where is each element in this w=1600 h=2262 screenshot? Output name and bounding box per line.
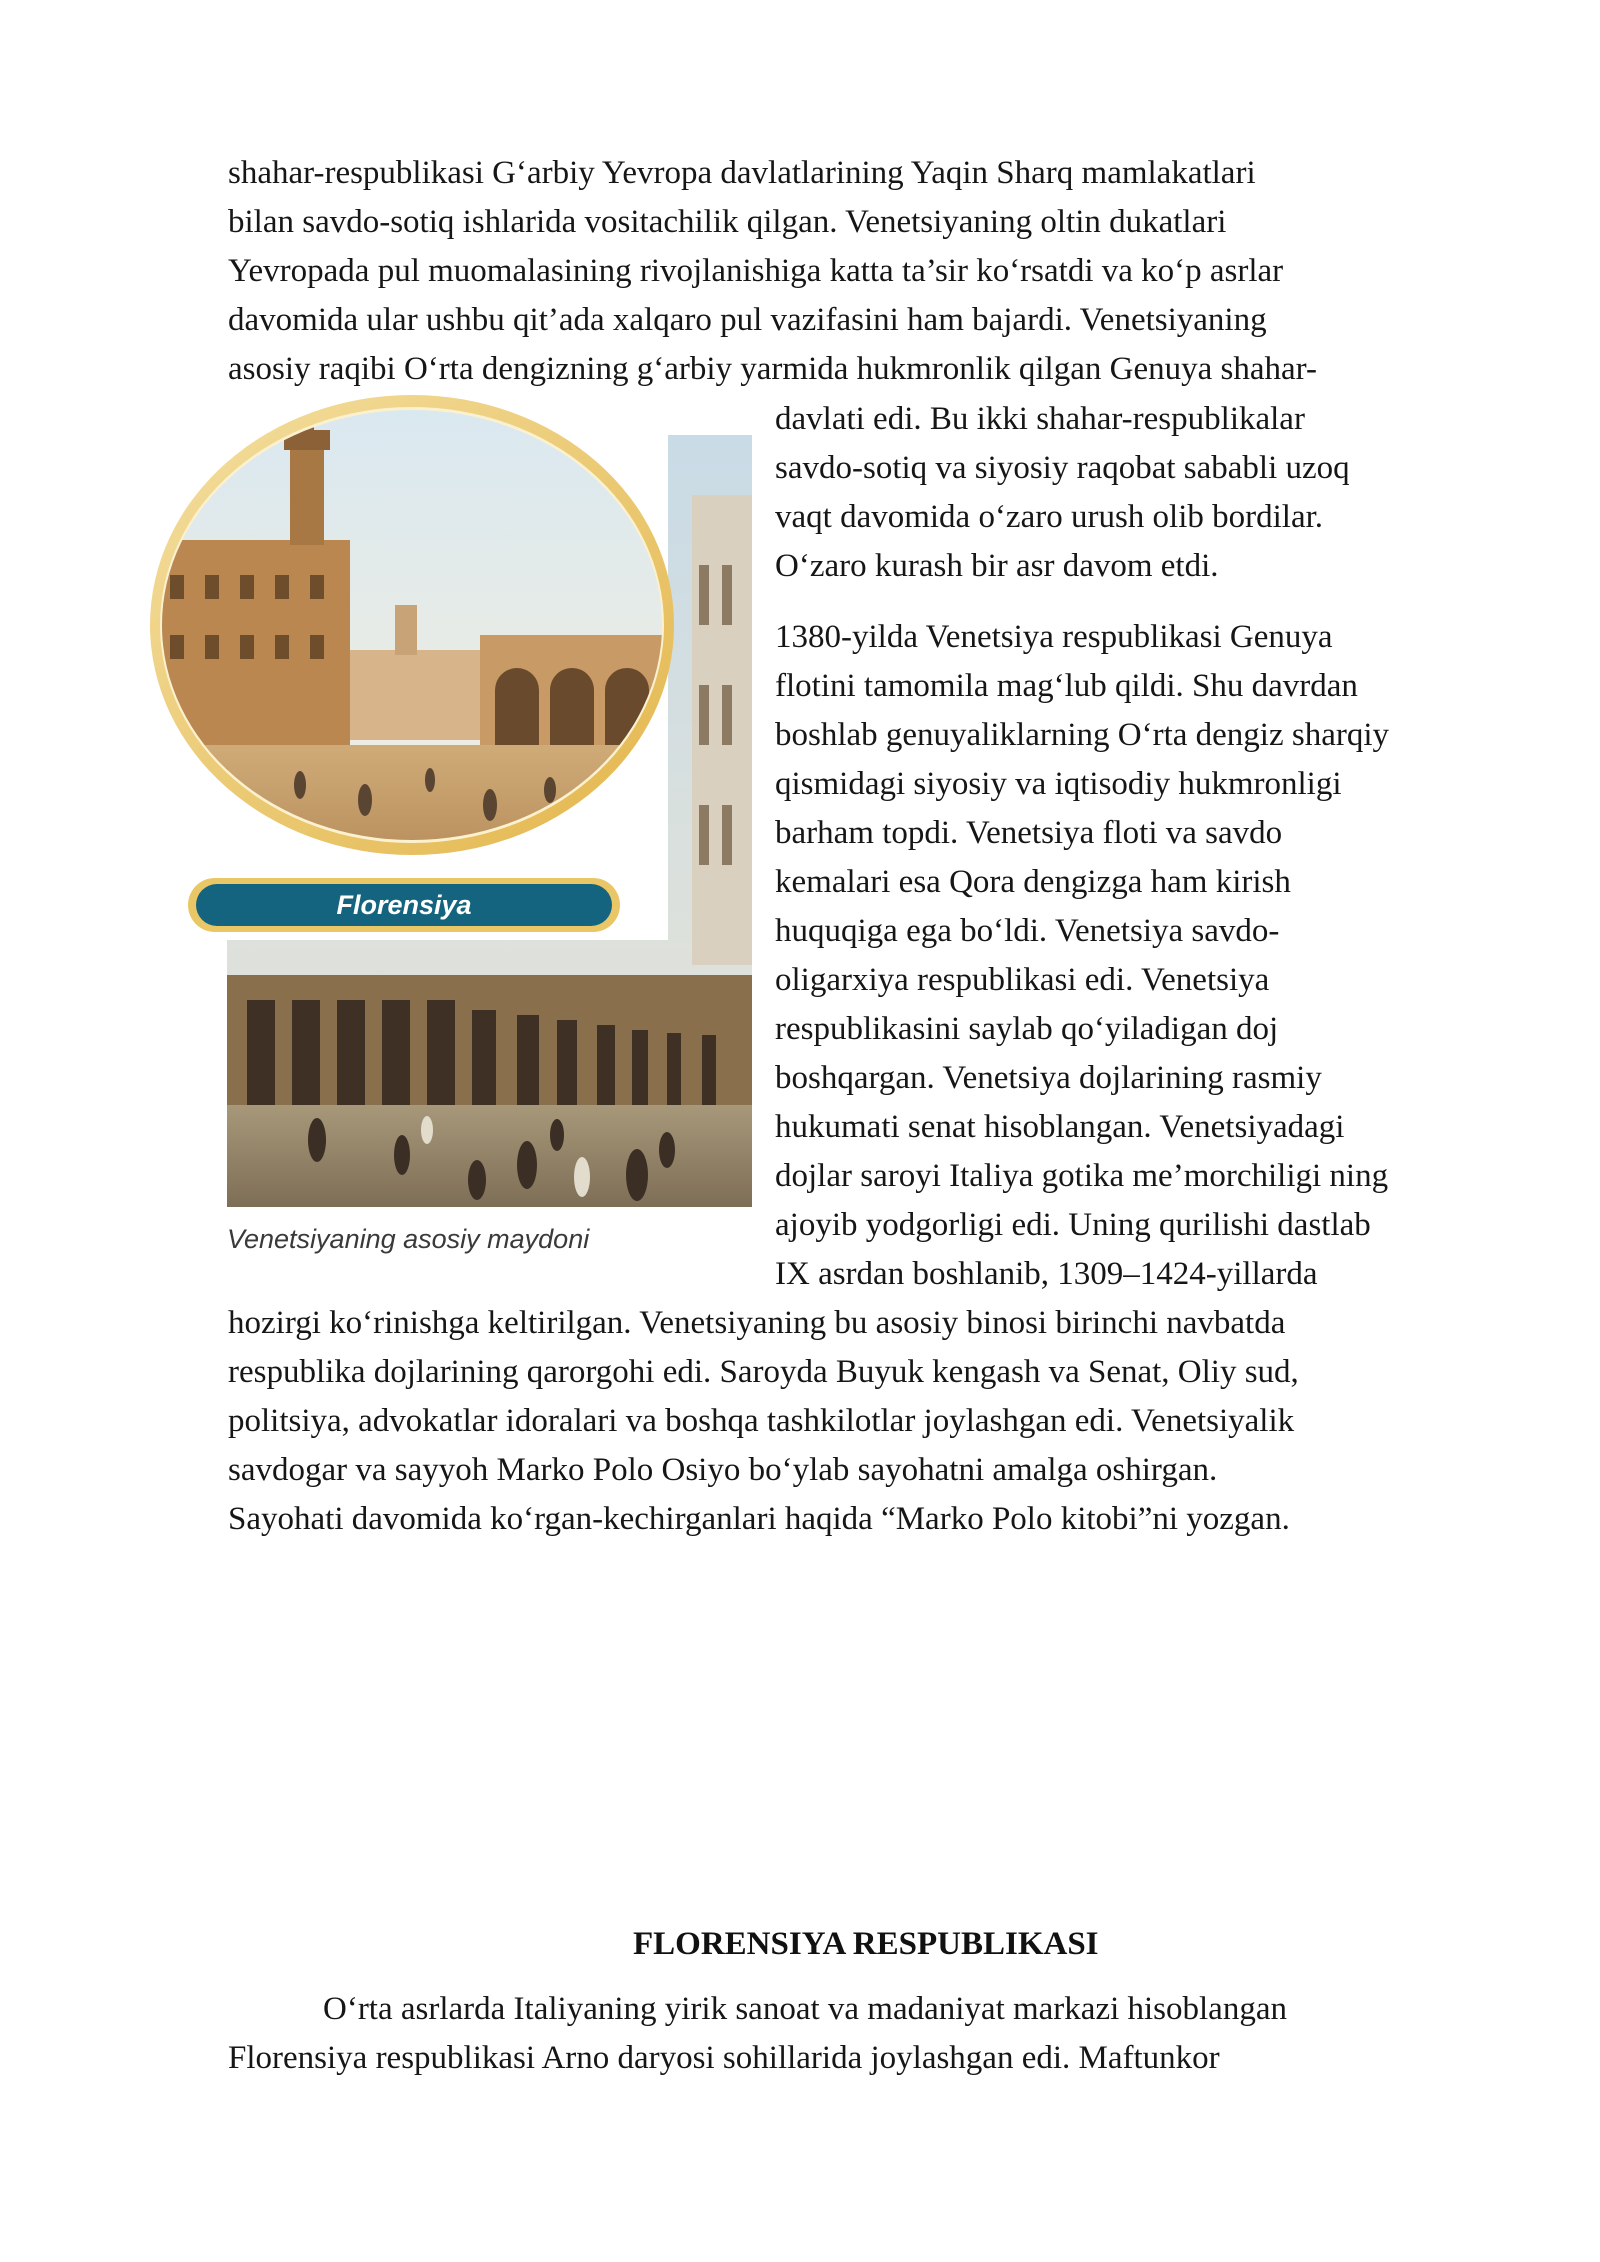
text-line: davomida ular ushbu qit’ada xalqaro pul vazifasini ham bajardi. Venetsiyaning — [228, 302, 1267, 338]
text-line: respublika dojlarining qarorgohi edi. Saroyda Buyuk kengash va Senat, Oliy sud, — [228, 1354, 1299, 1390]
text-line: savdogar va sayyoh Marko Polo Osiyo bo‘ylab sayohatni amalga oshirgan. — [228, 1452, 1218, 1488]
figure-caption: Venetsiyaning asosiy maydoni — [227, 1224, 590, 1254]
illustration-figure — [150, 390, 755, 1275]
text-line: 1380-yilda Venetsiya respublikasi Genuya — [775, 619, 1333, 655]
florence-label: Florensiya — [336, 890, 472, 920]
text-line: politsiya, advokatlar idoralari va boshqa tashkilotlar joylashgan edi. Venetsiyalik — [228, 1403, 1295, 1439]
text-line: O‘rta asrlarda Italiyaning yirik sanoat va madaniyat markazi hisoblangan — [323, 1991, 1287, 2027]
text-line: vaqt davomida o‘zaro urush olib bordilar. — [775, 499, 1324, 535]
text-line: asosiy raqibi O‘rta dengizning g‘arbiy yarmida hukmronlik qilgan Genuya shahar- — [228, 351, 1317, 387]
text-line: kemalari esa Qora dengizga ham kirish — [775, 864, 1291, 900]
text-line: ajoyib yodgorligi edi. Uning qurilishi dastlab — [775, 1207, 1371, 1243]
text-line: barham topdi. Venetsiya floti va savdo — [775, 815, 1283, 851]
text-line: qismidagi siyosiy va iqtisodiy hukmronligi — [775, 766, 1342, 802]
text-line: flotini tamomila mag‘lub qildi. Shu davrdan — [775, 668, 1358, 704]
text-line: savdo-sotiq va siyosiy raqobat sababli uzoq — [775, 450, 1350, 486]
text-line: bilan savdo-sotiq ishlarida vositachilik qilgan. Venetsiyaning oltin dukatlari — [228, 204, 1227, 240]
text-line: dojlar saroyi Italiya gotika me’morchiligi ning — [775, 1158, 1389, 1194]
text-line: shahar-respublikasi G‘arbiy Yevropa davlatlarining Yaqin Sharq mamlakatlari — [228, 155, 1256, 191]
text-line: Florensiya respublikasi Arno daryosi sohillarida joylashgan edi. Maftunkor — [228, 2040, 1220, 2076]
text-line: boshqargan. Venetsiya dojlarining rasmiy — [775, 1060, 1322, 1096]
text-line: IX asrdan boshlanib, 1309–1424-yillarda — [775, 1256, 1318, 1292]
florence-inset-image — [150, 390, 678, 940]
text-line: boshlab genuyaliklarning O‘rta dengiz sharqiy — [775, 717, 1389, 753]
text-line: davlati edi. Bu ikki shahar-respublikalar — [775, 401, 1305, 437]
text-line: hozirgi ko‘rinishga keltirilgan. Venetsiyaning bu asosiy binosi birinchi navbatda — [228, 1305, 1286, 1341]
text-line: O‘zaro kurash bir asr davom etdi. — [775, 548, 1219, 584]
section-heading: FLORENSIYA RESPUBLIKASI — [633, 1926, 1099, 1962]
text-line: huquqiga ega bo‘ldi. Venetsiya savdo- — [775, 913, 1280, 949]
text-line: Yevropada pul muomalasining rivojlanishiga katta ta’sir ko‘rsatdi va ko‘p asrlar — [228, 253, 1284, 289]
text-line: respublikasini saylab qo‘yiladigan doj — [775, 1011, 1279, 1047]
text-line: hukumati senat hisoblangan. Venetsiyadagi — [775, 1109, 1345, 1145]
text-line: Sayohati davomida ko‘rgan-kechirganlari haqida “Marko Polo kitobi”ni yozgan. — [228, 1501, 1290, 1537]
text-line: oligarxiya respublikasi edi. Venetsiya — [775, 962, 1270, 998]
